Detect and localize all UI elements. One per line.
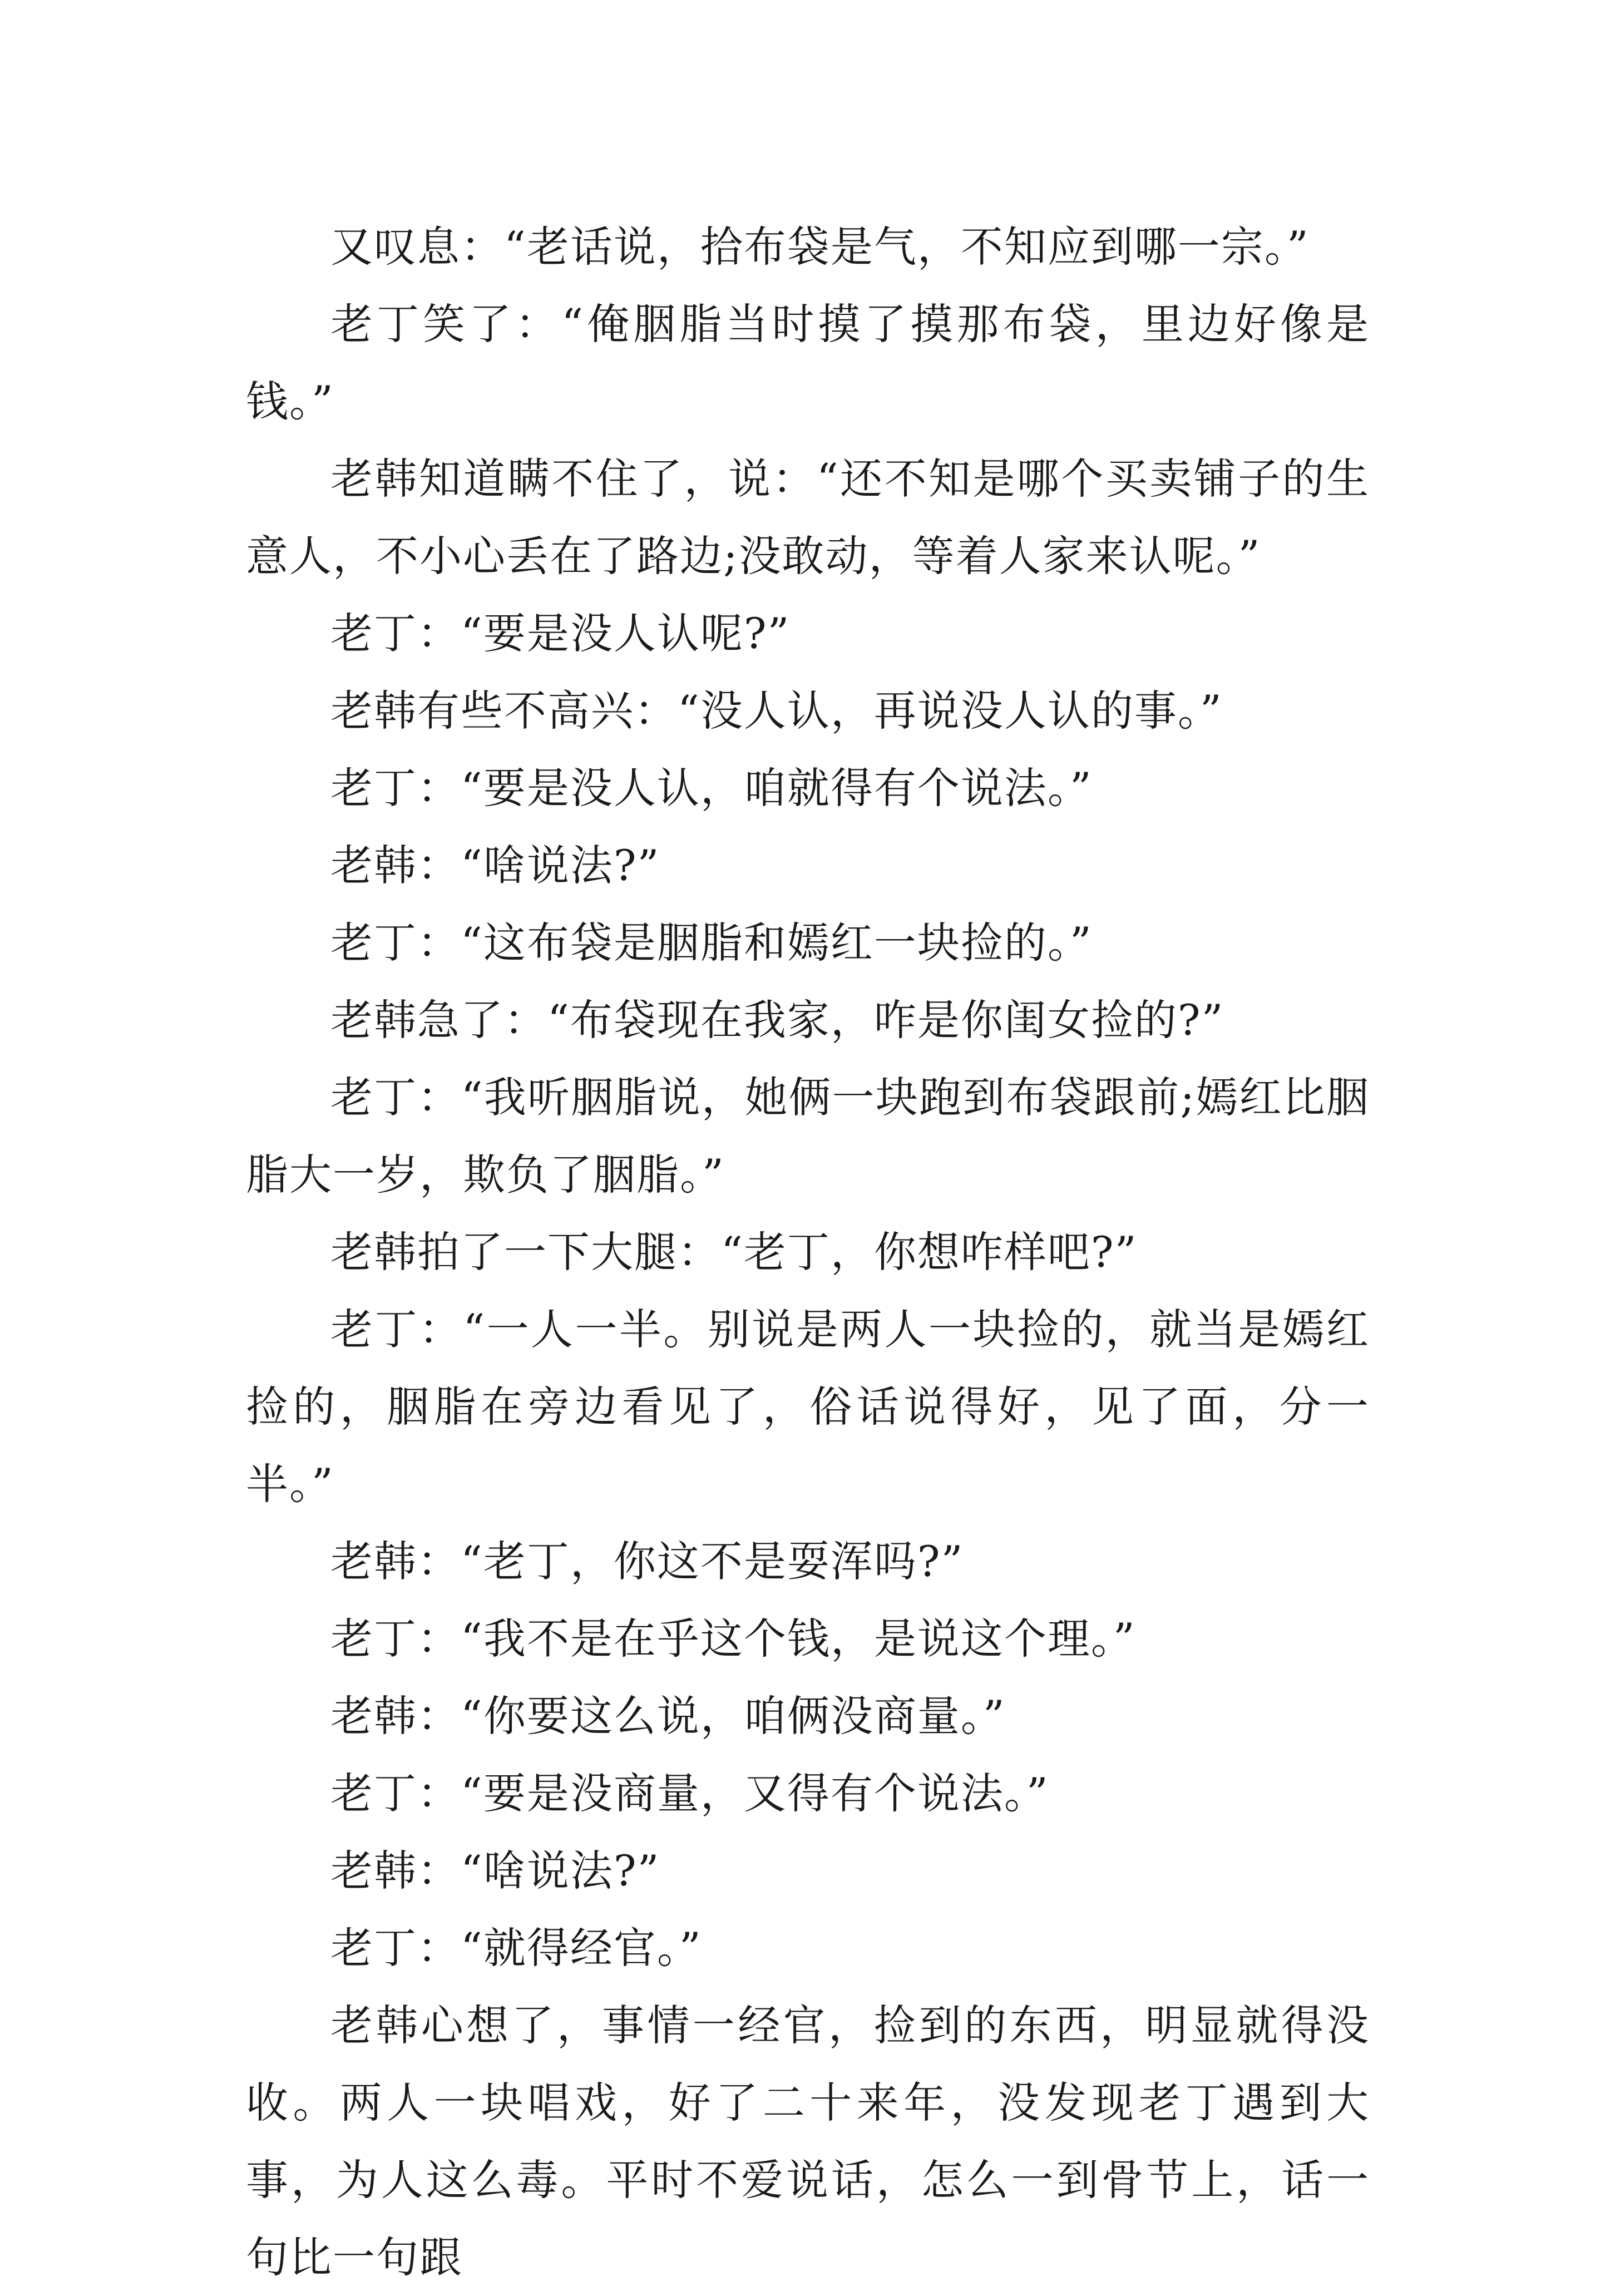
paragraph: 老丁：“我不是在乎这个钱，是说这个理。” (330, 1614, 1136, 1663)
paragraph: 老丁：“要是没人认呢?” (330, 609, 791, 658)
paragraph: 老丁：“一人一半。别说是两人一块捡的，就当是嫣红捡的，胭脂在旁边看见了，俗话说得好，见了面，分一半。” (246, 1305, 1370, 1509)
paragraph: 老丁笑了：“俺胭脂当时摸了摸那布袋，里边好像是钱。” (246, 299, 1370, 426)
paragraph: 老丁：“我听胭脂说，她俩一块跑到布袋跟前;嫣红比胭脂大一岁，欺负了胭脂。” (246, 1073, 1370, 1199)
paragraph: 老韩有些不高兴：“没人认，再说没人认的事。” (330, 686, 1223, 735)
paragraph: 老丁：“要是没人认，咱就得有个说法。” (330, 763, 1093, 813)
paragraph: 老韩：“你要这么说，咱俩没商量。” (330, 1691, 1006, 1741)
paragraph: 老韩知道瞒不住了，说：“还不知是哪个买卖铺子的生意人，不小心丢在了路边;没敢动，等着人家来认呢。” (246, 454, 1370, 581)
paragraph: 老韩：“啥说法?” (330, 841, 660, 890)
paragraph: 老丁：“就得经官。” (330, 1923, 702, 1973)
paragraph: 老韩：“老丁，你这不是耍浑吗?” (330, 1537, 964, 1586)
paragraph: 老韩急了：“布袋现在我家，咋是你闺女捡的?” (330, 995, 1224, 1045)
paragraph: 老韩：“啥说法?” (330, 1846, 660, 1895)
paragraph: 老韩拍了一下大腿：“老丁，你想咋样吧?” (330, 1227, 1138, 1277)
paragraph: 老丁：“要是没商量，又得有个说法。” (330, 1769, 1049, 1818)
body-text (246, 208, 1370, 2296)
paragraph: 老丁：“这布袋是胭脂和嫣红一块捡的。” (330, 918, 1093, 967)
paragraph: 老韩心想了，事情一经官，捡到的东西，明显就得没收。两人一块唱戏，好了二十来年，没发现老丁遇到大事，为人这么毒。平时不爱说话，怎么一到骨节上，话一句比一句跟 (246, 2001, 1370, 2282)
paragraph: 又叹息：“老话说，拾布袋是气，不知应到哪一宗。” (330, 222, 1310, 271)
